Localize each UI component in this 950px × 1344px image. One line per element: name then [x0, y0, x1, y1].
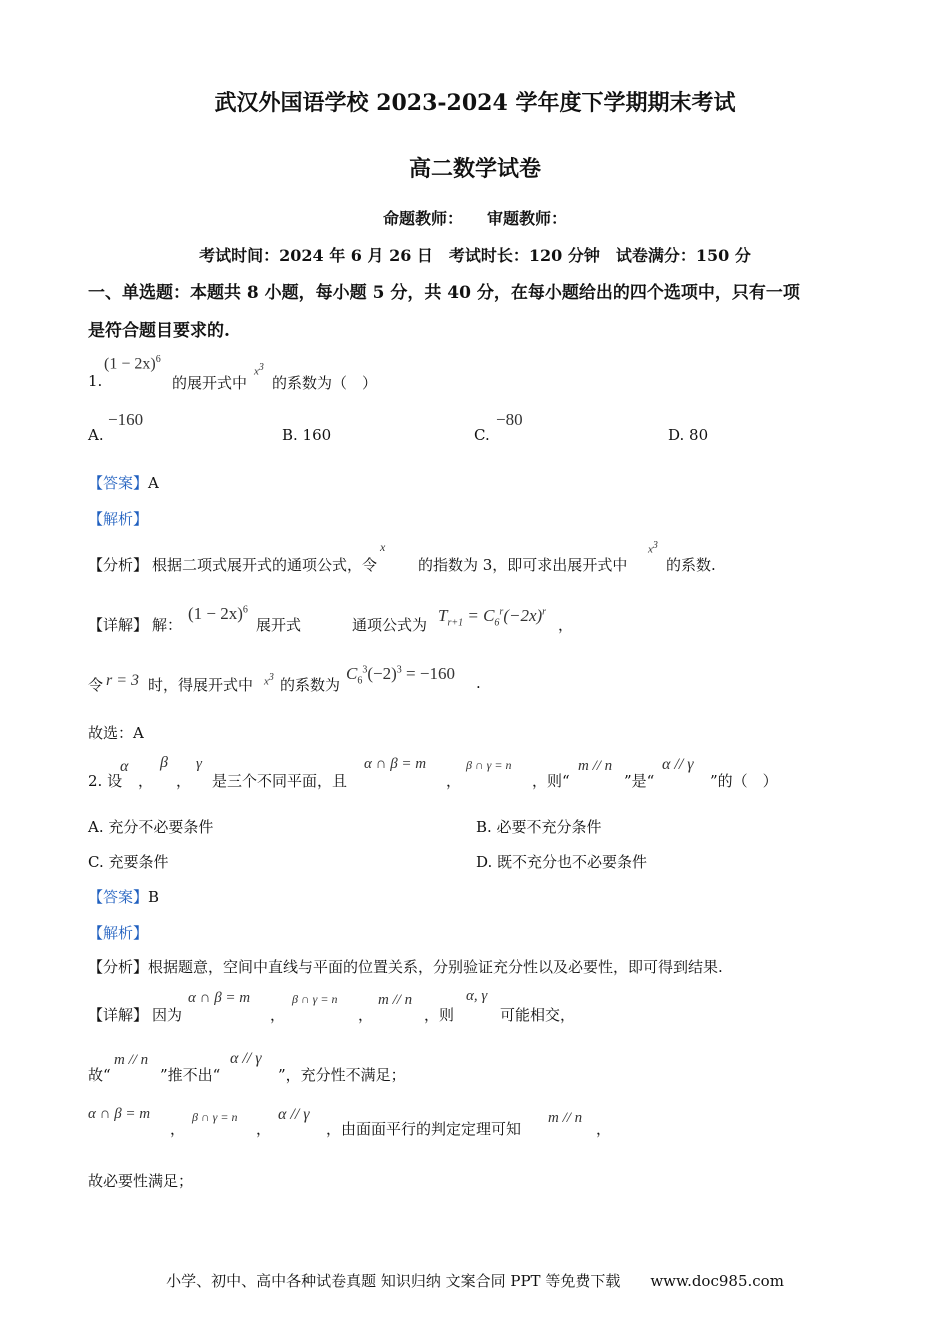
q2-option-b: B. 必要不充分条件	[476, 818, 602, 836]
fenxi-x3: $x^3$	[648, 540, 658, 556]
page-footer: 小学、初中、高中各种试卷真题 知识归纳 文案合同 PPT 等免费下载 www.doc985.com	[166, 1272, 784, 1290]
detail-comma: ，	[558, 616, 574, 634]
q1-answer: 【答案】A	[88, 474, 159, 492]
q1-text-mid: 的展开式中	[172, 374, 248, 392]
exam-title: 武汉外国语学校 2023-2024 学年度下学期期末考试	[214, 90, 736, 116]
q2-line2	[88, 1048, 688, 1088]
q2-detail-m-parallel-n: m // n	[378, 992, 413, 1008]
q2-line3-cond-1: α ∩ β = m	[88, 1106, 151, 1122]
fenxi-text-a: 根据二项式展开式的通项公式，令	[152, 556, 378, 574]
q2-line3-cond-2: β ∩ γ = n	[192, 1110, 238, 1124]
question-2-stem	[88, 752, 888, 792]
q2-option-a: A. 充分不必要条件	[88, 818, 214, 836]
q2-line3-comma-2: ，	[256, 1120, 272, 1138]
q1-option-a-value: −160	[108, 410, 144, 429]
q1-option-b: B. 160	[282, 426, 332, 444]
q2-line3	[88, 1104, 788, 1140]
q2-stem-c: ”是“	[624, 772, 655, 790]
q2-beta: β	[160, 754, 168, 771]
q2-comma-1: ，	[138, 772, 154, 790]
q2-stem-d: ”的（ ）	[710, 772, 778, 790]
detail-text-a: 解：	[152, 616, 183, 634]
q2-line2-m-parallel-n: m // n	[114, 1052, 149, 1068]
q2-alpha: α	[120, 758, 129, 775]
answer-tag: 【答案】	[88, 474, 149, 492]
q2-detail-comma-2: ，	[358, 1006, 374, 1024]
q2-line3-b: ，	[596, 1120, 612, 1138]
detail-tag: 【详解】	[88, 616, 149, 634]
fenxi-text-b: 的指数为 3，即可求出展开式中	[418, 556, 628, 574]
fenxi-text-c: 的系数.	[666, 556, 716, 574]
q2-detail-text-c: 可能相交，	[500, 1006, 576, 1024]
r-line-end: .	[476, 674, 481, 692]
q2-answer: 【答案】B	[88, 888, 160, 906]
q1-option-a-label: A.	[88, 426, 104, 444]
q2-line2-b: ”推不出“	[160, 1066, 221, 1084]
q2-comma-2: ，	[176, 772, 192, 790]
q2-option-d: D. 既不充分也不必要条件	[476, 853, 648, 871]
q2-line3-m-parallel-n: m // n	[548, 1110, 583, 1126]
q1-expression: $(1 - 2x)^6$	[104, 354, 161, 373]
q1-x3: $x^3$	[254, 362, 264, 378]
detail-text-c: 通项公式为	[352, 616, 428, 634]
q2-detail-cond-2: β ∩ γ = n	[292, 992, 338, 1006]
q2-detail-text-b: ，则	[424, 1006, 455, 1024]
r-line-formula: $C_6^3(-2)^3 = -160$	[346, 664, 455, 687]
fenxi-tag: 【分析】	[88, 556, 149, 574]
q2-alpha-parallel-gamma: α // γ	[662, 756, 694, 773]
q2-detail-cond-1: α ∩ β = m	[188, 990, 251, 1006]
r-equals-3: r = 3	[106, 672, 140, 689]
q2-line3-a: ，由面面平行的判定定理可知	[326, 1120, 522, 1138]
q2-line2-c: ”，充分性不满足；	[278, 1066, 406, 1084]
q2-line3-comma-1: ，	[170, 1120, 186, 1138]
q2-detail-tag: 【详解】	[88, 1006, 149, 1024]
q2-line4: 故必要性满足；	[88, 1172, 194, 1190]
r-line-text-b: 时，得展开式中	[148, 676, 254, 694]
q1-analysis-tag: 【解析】	[88, 510, 149, 528]
r-line-x3: $x^3$	[264, 672, 274, 688]
r-line-text-c: 的系数为	[280, 676, 341, 694]
q2-fenxi: 【分析】根据题意，空间中直线与平面的位置关系，分别验证充分性以及必要性，即可得到结果.	[88, 958, 723, 976]
q2-number: 2. 设	[88, 772, 123, 790]
q1-text-tail: 的系数为（ ）	[272, 374, 378, 392]
q1-option-d: D. 80	[668, 426, 709, 444]
q1-options	[88, 408, 888, 448]
q2-option-c: C. 充要条件	[88, 853, 169, 871]
exam-info: 考试时间：2024 年 6 月 26 日 考试时长：120 分钟 试卷满分：150 分	[199, 246, 751, 265]
detail-formula: $T_{r+1} = C_6^r(-2x)^r$	[438, 606, 547, 629]
q2-cond-1: α ∩ β = m	[364, 756, 427, 772]
q2-m-parallel-n: m // n	[578, 758, 613, 774]
q2-stem-a: 是三个不同平面，且	[212, 772, 348, 790]
detail-text-b: 展开式	[256, 616, 302, 634]
q2-line2-alpha-parallel-gamma: α // γ	[230, 1050, 262, 1067]
q2-detail-comma-1: ，	[270, 1006, 286, 1024]
q1-number: 1.	[88, 372, 103, 390]
teachers-line: 命题教师： 审题教师：	[382, 209, 567, 228]
q2-line2-a: 故“	[88, 1066, 111, 1084]
q2-stem-b: ，则“	[532, 772, 570, 790]
q2-comma-3: ，	[446, 772, 462, 790]
q2-detail	[88, 986, 888, 1026]
q2-detail-alpha-gamma: α, γ	[466, 988, 488, 1004]
section-heading-line2: 是符合题目要求的.	[88, 321, 230, 341]
answer-tag: 【答案】	[88, 888, 149, 906]
section-heading-line1: 一、单选题：本题共 8 小题，每小题 5 分，共 40 分，在每小题给出的四个选项中，只有一项	[88, 283, 800, 303]
r-line-text-a: 令	[88, 676, 104, 694]
q1-option-c-value: −80	[496, 410, 523, 429]
q2-analysis-tag: 【解析】	[88, 924, 149, 942]
q2-gamma: γ	[196, 756, 202, 772]
q2-cond-2: β ∩ γ = n	[466, 758, 512, 772]
q1-choose: 故选：A	[88, 724, 144, 742]
fenxi-x: x	[380, 540, 386, 554]
exam-subtitle: 高二数学试卷	[408, 156, 541, 182]
q1-option-c-label: C.	[474, 426, 490, 444]
detail-expression: $(1 - 2x)^6$	[188, 604, 248, 623]
q2-detail-text-a: 因为	[152, 1006, 183, 1024]
q2-line3-alpha-parallel-gamma: α // γ	[278, 1106, 310, 1123]
